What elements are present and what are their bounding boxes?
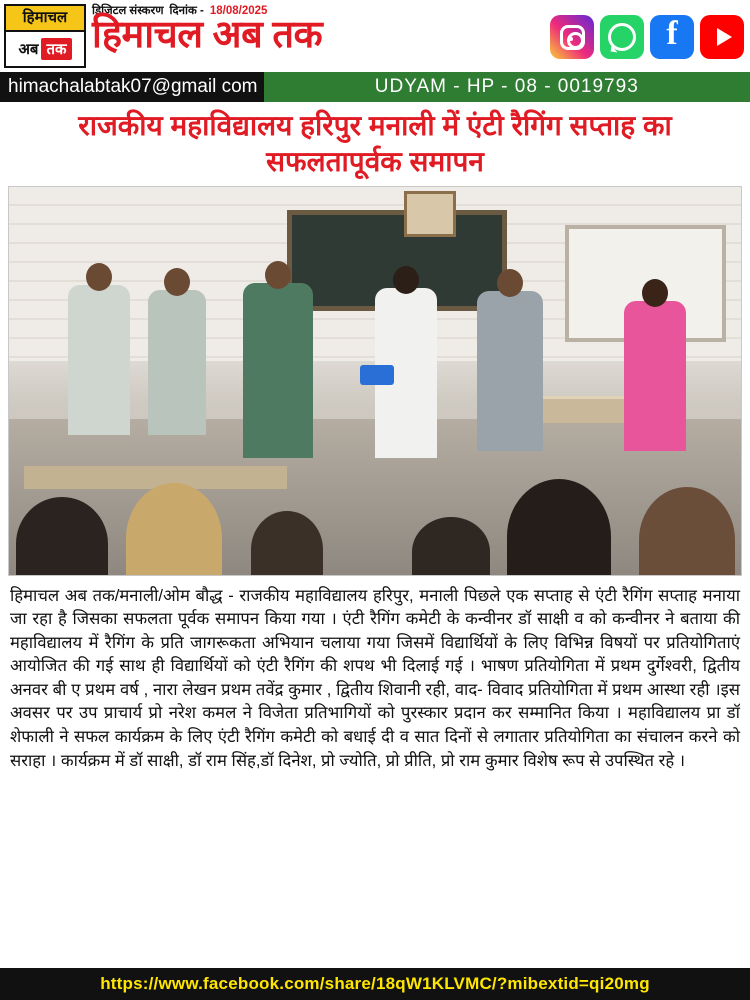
article-photo xyxy=(8,186,742,576)
audience-crowd xyxy=(9,458,741,574)
date-value: 18/08/2025 xyxy=(209,4,268,17)
article-body: हिमाचल अब तक/मनाली/ओम बौद्ध - राजकीय महाविद्यालय हरिपुर, मनाली पिछले एक सप्ताह से एंटी रैगिंग सप्ताह मनाया जा रहा है जिसका सफलता पूर्वक समापन किया गया । एंटी रैगिंग कमेटी के कन्वीनर डॉ साक्षी व को कन्वीनर ने बताया की महाविद्यालय में रैगिंग के प्रति जागरूकता अभियान चलाया गया जिसमें विद्यार्थियों के लिए विभिन्न विषयों पर प्रतियोगिताएं आयोजित की गई साथ ही विद्यार्थियों को एंटी रैगिंग की शपथ भी दिलाई गई । भाषण प्रतियोगिता में प्रथम दुर्गेश्वरी, द्वितीय अनवर बी ए प्रथम वर्ष , नारा लेखन प्रथम तवेंद्र कुमार , द्वितीय शिवानी रही, वाद- विवाद प्रतियोगिता में प्रथम आस्था रही ।इस अवसर पर उप प्राचार्य प्रो नरेश कमल ने विजेता प्रतिभागियों को पुरस्कार प्रदान कर सम्मानित किया । महाविद्यालय प्रा डॉ शेफाली ने सफल कार्यक्रम के लिए एंटी रैगिंग कमेटी को बधाई दी व सात दिनों से लगातार प्रतियोगिता का संचालन करने को सराहा । कार्यक्रम में डॉ साक्षी, डॉ राम सिंह,डॉ दिनेश, प्रो ज्योति, प्रो प्रीति, प्रो राम कुमार विशेष रूप से उपस्थित रहे । xyxy=(10,585,740,770)
person-3 xyxy=(243,283,313,458)
title-block xyxy=(86,2,550,72)
footer-url[interactable]: https://www.facebook.com/share/18qW1KLVMC/?mibextid=qi20mg xyxy=(0,968,750,1000)
edition-label: डिजिटल संस्करण xyxy=(92,5,164,17)
masthead xyxy=(0,0,750,72)
brand-title: हिमाचल अब तक xyxy=(92,14,323,56)
person-5 xyxy=(624,301,686,451)
audience-head-6 xyxy=(639,487,735,575)
audience-head-5 xyxy=(507,479,611,575)
email-address[interactable]: himachalabtak07@gmail com xyxy=(0,72,264,102)
wall-portrait xyxy=(404,191,455,238)
facebook-glyph: f xyxy=(666,15,678,52)
logo-top-text: हिमाचल xyxy=(6,6,84,32)
publication-logo xyxy=(4,4,86,68)
headline: राजकीय महाविद्यालय हरिपुर मनाली में एंटी रैगिंग सप्ताह का सफलतापूर्वक समापन xyxy=(78,110,672,177)
social-icon-bar xyxy=(550,2,746,72)
instagram-icon[interactable] xyxy=(550,15,594,59)
facebook-icon[interactable] xyxy=(650,15,694,59)
whatsapp-icon[interactable] xyxy=(600,15,644,59)
audience-head-4 xyxy=(412,517,490,575)
youtube-icon[interactable] xyxy=(700,15,744,59)
audience-head-3 xyxy=(251,511,323,575)
logo-ab-text: अब xyxy=(18,40,39,58)
contact-bar xyxy=(0,72,750,102)
person-4 xyxy=(477,291,543,451)
logo-bottom-text xyxy=(6,32,84,67)
udyam-registration: UDYAM - HP - 08 - 0019793 xyxy=(264,72,750,102)
logo-tak-text: तक xyxy=(41,38,71,60)
award-item xyxy=(360,365,394,385)
person-2 xyxy=(148,290,206,435)
audience-head-2 xyxy=(126,483,222,575)
date-label: दिनांक - xyxy=(169,5,204,17)
person-1 xyxy=(68,285,130,435)
audience-head-1 xyxy=(16,497,108,575)
photo-image xyxy=(9,187,741,575)
